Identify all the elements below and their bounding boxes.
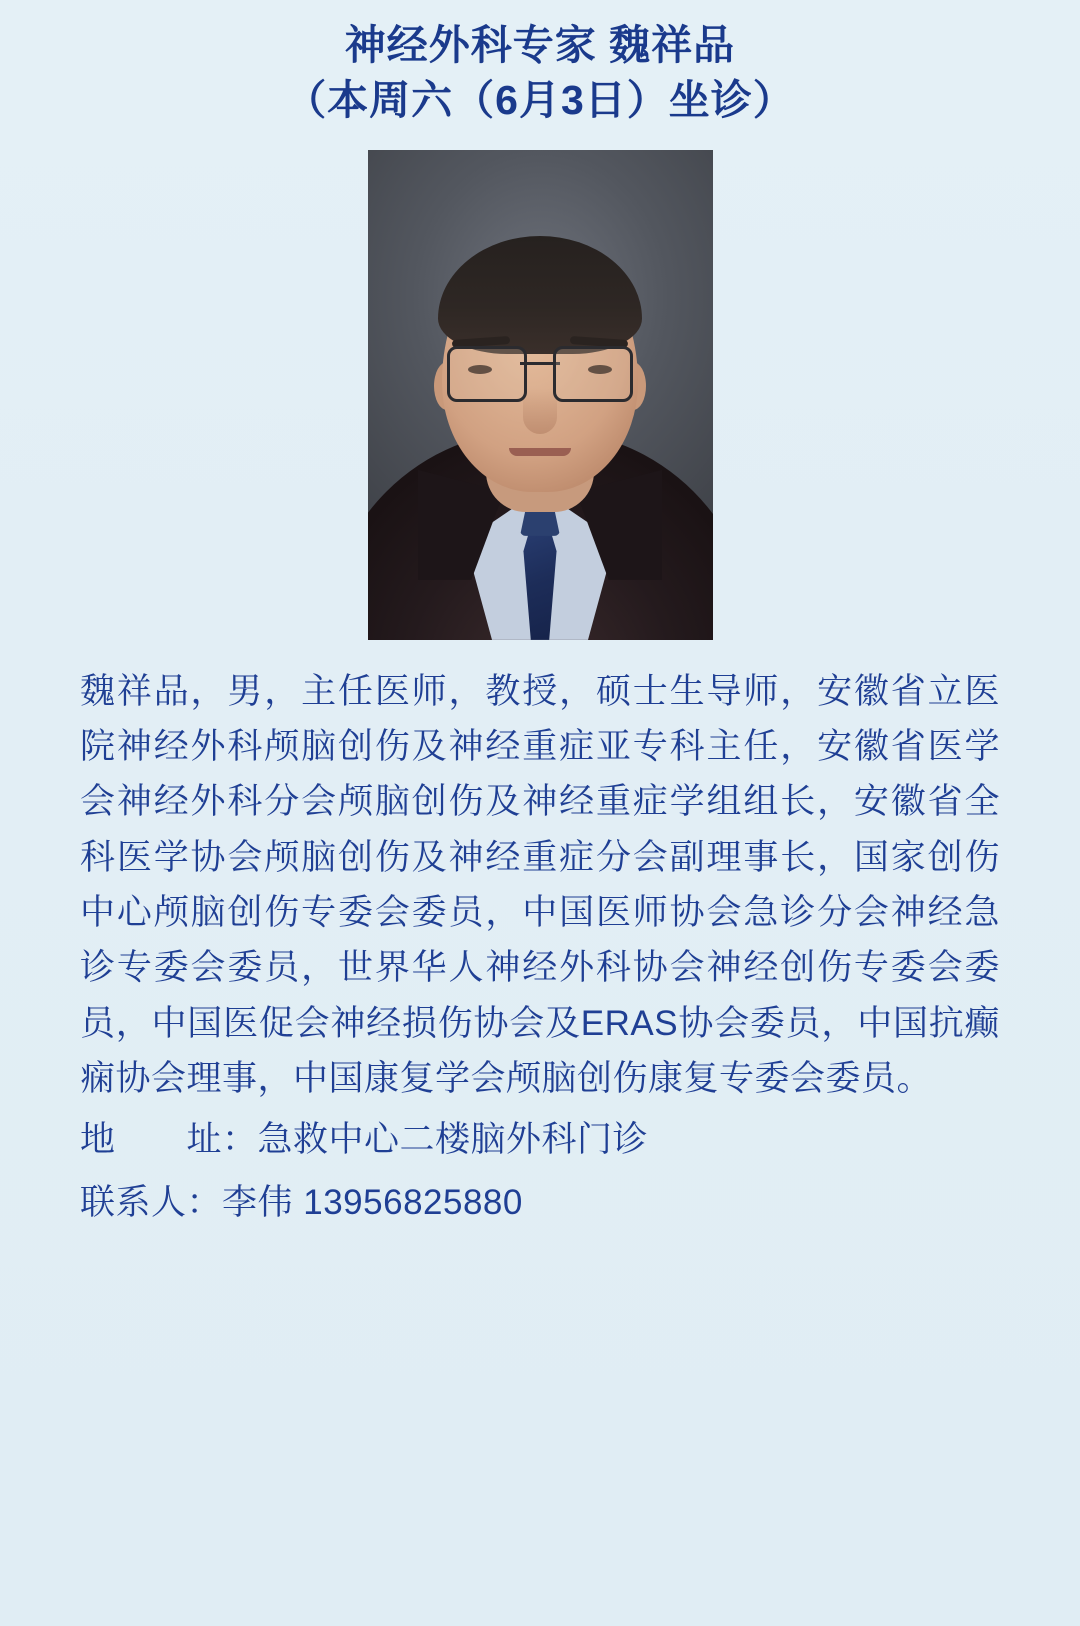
- title-line-1: 神经外科专家 魏祥品: [344, 22, 736, 68]
- doctor-biography: 魏祥品，男，主任医师，教授，硕士生导师，安徽省立医院神经外科颅脑创伤及神经重症亚专科主任，安徽省医学会神经外科分会颅脑创伤及神经重症学组组长，安徽省全科医学协会颅脑创伤及神经重症分会副理事长，国家创伤中心颅脑创伤专委会委员，中国医师协会急诊分会神经急诊专委会委员，世界华人神经外科协会神经创伤专委会委员，中国医促会神经损伤协会及ERAS协会委员，中国抗癫痫协会理事，中国康复学会颅脑创伤康复专委会委员。: [80, 671, 1000, 1098]
- mouth: [509, 448, 571, 456]
- address-row: [80, 1112, 1000, 1169]
- contact-value: 李伟 13956825880: [222, 1182, 523, 1222]
- doctor-portrait-photo: [368, 150, 713, 640]
- eyeglasses-icon: [447, 346, 633, 400]
- content-area: [80, 664, 1000, 1232]
- lens-right: [553, 346, 633, 402]
- title-line-2: （本周六（6月3日）坐诊）: [285, 76, 795, 123]
- address-value: 急救中心二楼脑外科门诊: [257, 1120, 649, 1160]
- lens-left: [447, 346, 527, 402]
- contact-row: [80, 1175, 1000, 1232]
- address-label: 地 址：: [80, 1120, 258, 1160]
- page-title: [285, 18, 795, 128]
- contact-label: 联系人：: [80, 1182, 223, 1222]
